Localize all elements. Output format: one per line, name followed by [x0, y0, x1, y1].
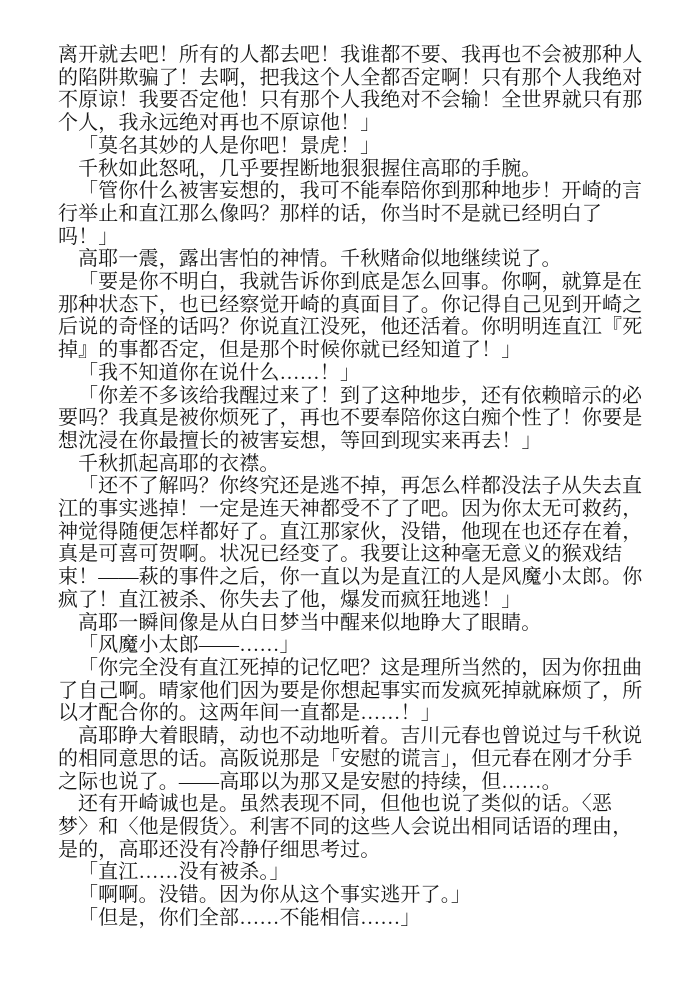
text-line: 「还不了解吗？你终究还是逃不掉，再怎么样都没法子从失去直 — [78, 475, 643, 498]
text-line: 离开就去吧！所有的人都去吧！我谁都不要、我再也不会被那种人 — [58, 44, 643, 66]
text-line: 吗！」 — [58, 225, 119, 248]
text-line: 「直江……没有被杀。」 — [78, 861, 290, 884]
text-line: 高耶睁大着眼睛，动也不动地听着。吉川元春也曾说过与千秋说 — [78, 725, 643, 748]
text-line: 「你完全没有直江死掉的记忆吧？这是理所当然的，因为你扭曲 — [78, 656, 643, 679]
text-line: 「你差不多该给我醒过来了！到了这种地步，还有依赖暗示的必 — [78, 384, 643, 407]
text-line: 行举止和直江那么像吗？那样的话，你当时不是就已经明白了 — [58, 202, 603, 225]
text-line: 神觉得随便怎样都好了。直江那家伙，没错，他现在也还存在着， — [58, 520, 643, 543]
text-line: 「啊啊。没错。因为你从这个事实逃开了。」 — [78, 884, 471, 907]
text-line: 掉』的事都否定，但是那个时候你就已经知道了！」 — [58, 339, 522, 362]
text-line: 高耶一瞬间像是从白日梦当中醒来似地睁大了眼睛。 — [78, 611, 542, 634]
text-line: 「风魔小太郎——……」 — [78, 634, 300, 657]
text-line: 了自己啊。晴家他们因为要是你想起事实而发疯死掉就麻烦了，所 — [58, 679, 643, 702]
text-line: 疯了！直江被杀、你失去了他，爆发而疯狂地逃！」 — [58, 588, 522, 611]
text-line: 的相同意思的话。高阪说那是「安慰的谎言」，但元春在刚才分手 — [58, 747, 633, 770]
text-line: 个人，我永远绝对再也不原谅他！」 — [58, 112, 381, 135]
text-line: 千秋抓起高耶的衣襟。 — [78, 452, 280, 475]
text-line: 「但是，你们全部……不能相信……」 — [78, 906, 421, 929]
text-line: 江的事实逃掉！一定是连天神都受不了了吧。因为你太无可救药， — [58, 498, 643, 521]
text-line: 以才配合你的。这两年间一直都是……！」 — [58, 702, 441, 725]
text-line: 「我不知道你在说什么……！」 — [78, 361, 361, 384]
text-line: 想沈浸在你最擅长的被害妄想，等回到现实来再去！」 — [58, 429, 542, 452]
text-line: 是的，高耶还没有冷静仔细思考过。 — [58, 838, 381, 861]
text-line: 要吗？我真是被你烦死了，再也不要奉陪你这白痴个性了！你要是 — [58, 407, 643, 430]
text-line: 千秋如此怒吼，几乎要捏断地狠狠握住高耶的手腕。 — [78, 157, 542, 180]
text-line: 「莫名其妙的人是你吧！景虎！」 — [78, 134, 381, 157]
text-line: 「管你什么被害妄想的，我可不能奉陪你到那种地步！开崎的言 — [78, 180, 643, 203]
text-line: 不原谅！我要否定他！只有那个人我绝对不会输！全世界就只有那 — [58, 89, 643, 112]
text-line: 高耶一震，露出害怕的神情。千秋赌命似地继续说了。 — [78, 248, 562, 271]
text-line: 真是可喜可贺啊。状况已经变了。我要让这种毫无意义的猴戏结 — [58, 543, 623, 566]
text-line: 还有开崎诚也是。虽然表现不同，但他也说了类似的话。〈恶 — [78, 793, 613, 816]
text-line: 的陷阱欺骗了！去啊，把我这个人全都否定啊！只有那个人我绝对 — [58, 66, 643, 89]
text-body — [58, 44, 650, 929]
text-line: 后说的奇怪的话吗？你说直江没死，他还活着。你明明连直江『死 — [58, 316, 643, 339]
text-line: 之际也说了。——高耶以为那又是安慰的持续，但……。 — [58, 770, 562, 793]
text-line: 那种状态下，也已经察觉开崎的真面目了。你记得自己见到开崎之 — [58, 293, 643, 316]
text-line: 梦〉和〈他是假货〉。利害不同的这些人会说出相同话语的理由， — [58, 815, 633, 838]
text-line: 束！——萩的事件之后，你一直以为是直江的人是风魔小太郎。你 — [58, 566, 643, 589]
text-line: 「要是你不明白，我就告诉你到底是怎么回事。你啊，就算是在 — [78, 271, 643, 294]
